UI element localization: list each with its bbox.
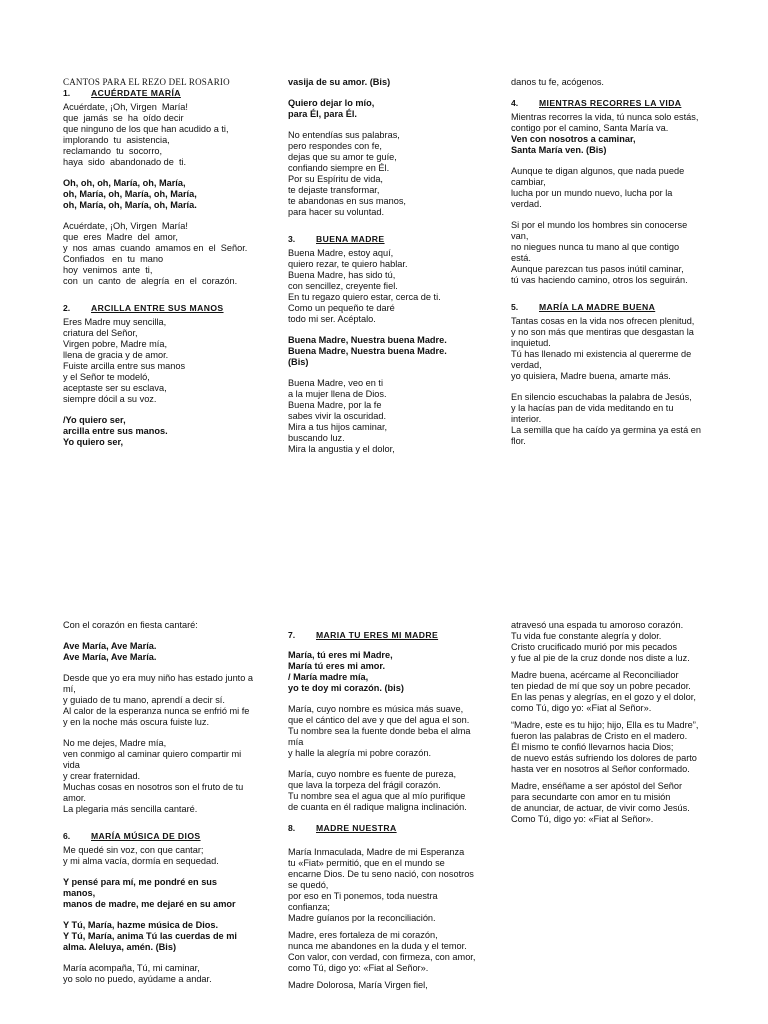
verse: María Inmaculada, Madre de mi Esperanza tu «Fiat» permitió, que en el mundo se encarne Dios. De tu seno nació, con nosotros se quedó, por eso en Ti ponemos, toda nuestra confianza; Madre guíanos por la reconciliación. [288,847,474,923]
song-number: 7. [288,630,296,640]
chorus: María, tú eres mi Madre, María tú eres mi amor. / María madre mía, yo te doy mi corazón. (bis) [288,650,404,693]
verse: Eres Madre muy sencilla, criatura del Señor, Virgen pobre, Madre mía, llena de gracia y de amor. Fuiste arcilla entre sus manos y el Señor te modeló, aceptaste ser su esclava, siempre dócil a su voz. [63,317,186,404]
verse: Aunque te digan algunos, que nada puede cambiar, lucha por un mundo nuevo, lucha por la verdad. [511,166,685,209]
song-number: 4. [511,98,519,108]
column-3 [511,77,711,447]
song-heading-4 [511,98,711,109]
verse: Madre buena, acércame al Reconciliador ten piedad de mí que soy un pobre pecador. En las penas y alegrías, en el gozo y el dolor, como Tú, digo yo: «Fiat al Señor». [511,670,696,713]
verse: Buena Madre, veo en ti a la mujer llena de Dios. Buena Madre, por la fe sabes vivir la oscuridad. Mira a tus hijos caminar, buscando luz. Mira la angustia y el dolor, [288,378,395,454]
chorus: Oh, oh, oh, María, oh, María, oh, María, oh, María, oh, María, oh, María, oh, María, oh, María. [63,178,197,210]
document-title: CANTOS PARA EL REZO DEL ROSARIO [63,77,230,87]
column-2 [288,77,483,455]
song-heading-1 [63,88,271,99]
song-number: 5. [511,302,519,312]
verse: Desde que yo era muy niño has estado junto a mí, y guiado de tu mano, aprendí a decir sí. Al calor de la esperanza nunca se enfrió mi fe y en la noche más oscura fuiste luz. [63,673,253,727]
verse: danos tu fe, acógenos. [511,77,604,87]
column-1 [63,620,271,985]
chorus: Ven con nosotros a caminar, Santa María ven. (Bis) [511,134,636,155]
chorus: Y Tú, María, hazme música de Dios. Y Tú, María, anima Tú las cuerdas de mi alma. Aleluya, amén. (Bis) [63,920,237,952]
chorus: Quiero dejar lo mío, para Él, para Él. [288,98,375,119]
verse: Con el corazón en fiesta cantaré: [63,620,198,630]
column-2 [288,630,488,991]
chorus: /Yo quiero ser, arcilla entre sus manos. Yo quiero ser, [63,415,168,447]
song-number: 8. [288,823,296,833]
verse: Madre, eres fortaleza de mi corazón, nunca me abandones en la duda y el temor. Con valor, con verdad, con firmeza, con amor, como Tú, digo yo: «Fiat al Señor». [288,930,476,973]
verse: María acompaña, Tú, mi caminar, yo solo no puedo, ayúdame a andar. [63,963,212,984]
chorus: Buena Madre, Nuestra buena Madre. Buena Madre, Nuestra buena Madre. (Bis) [288,335,447,367]
song-title: BUENA MADRE [316,234,385,244]
chorus: Y pensé para mí, me pondré en sus manos, manos de madre, me dejaré en su amor [63,877,236,909]
verse: Madre, enséñame a ser apóstol del Señor para secundarte con amor en tu misión de anunciar, de actuar, de vivir como Jesús. Como Tú, digo yo: «Fiat al Señor». [511,781,690,824]
verse: María, cuyo nombre es fuente de pureza, que lava la torpeza del frágil corazón. Tu nombre sea el agua que al mío purifique de cuanta en él radique maligna inclinación. [288,769,467,812]
column-3 [511,620,716,825]
song-title: MARIA TU ERES MI MADRE [316,630,439,640]
verse: “Madre, este es tu hijo; hijo, Ella es tu Madre”, fueron las palabras de Cristo en el madero. Él mismo te confió llevarnos hacia Dios; de nuevo estás sufriendo los dolores de parto hasta ver en nosotros al Señor conformado. [511,720,699,774]
chorus: vasija de su amor. (Bis) [288,77,391,87]
song-title: ACUÉRDATE MARÍA [91,88,181,98]
verse: En silencio escuchabas la palabra de Jesús, y la hacías pan de vida meditando en tu interior. La semilla que ha caído ya germina ya está en flor. [511,392,701,446]
song-number: 2. [63,303,71,313]
song-heading-6 [63,831,271,842]
page-bottom [0,512,768,1024]
verse: Tantas cosas en la vida nos ofrecen plenitud, y no son más que mentiras que desgastan la inquietud. Tú has llenado mi existencia al quererme de verdad, yo quisiera, Madre buena, amarte más. [511,316,695,381]
verse: Me quedé sin voz, con que cantar; y mi alma vacía, dormía en sequedad. [63,845,219,866]
song-title: MADRE NUESTRA [316,823,397,833]
song-number: 6. [63,831,71,841]
song-title: MIENTRAS RECORRES LA VIDA [539,98,682,108]
verse: Mientras recorres la vida, tú nunca solo estás, contigo por el camino, Santa María va. [511,112,699,133]
verse: Si por el mundo los hombres sin conocerse van, no niegues nunca tu mano al que contigo está. Aunque parezcan tus pasos inútil caminar, tú vas haciendo camino, otros los seguirán. [511,220,688,285]
verse: No entendías sus palabras, pero respondes con fe, dejas que su amor te guíe, confiando siempre en Él. Por su Espíritu de vida, te dejaste transformar, te abandonas en sus manos, para hacer su voluntad. [288,130,406,217]
song-number: 3. [288,234,296,244]
song-heading-3 [288,234,483,245]
verse: Acuérdate, ¡Oh, Virgen María! que eres Madre del amor, y nos amas cuando amamos en el Señor. Confiados en tu mano hoy venimos ante ti, con un canto de alegría en el corazón. [63,221,248,286]
verse: María, cuyo nombre es música más suave, que el cántico del ave y que del agua el son. Tu nombre sea la fuente donde beba el alma mía y halle la alegría mi pobre corazón. [288,704,471,758]
song-heading-5 [511,302,711,313]
song-heading-8 [288,823,488,834]
song-heading-2 [63,303,271,314]
column-1 [63,77,271,448]
verse: Buena Madre, estoy aquí, quiero rezar, te quiero hablar. Buena Madre, has sido tú, con sencillez, creyente fiel. En tu regazo quiero estar, cerca de ti. Como un pequeño te daré todo mi ser. Acéptalo. [288,248,441,324]
song-title: MARÍA MÚSICA DE DIOS [91,831,201,841]
song-number: 1. [63,88,71,98]
song-title: MARÍA LA MADRE BUENA [539,302,656,312]
verse: Acuérdate, ¡Oh, Virgen María! que jamás se ha oído decir que ninguno de los que han acudido a ti, implorando tu asistencia, reclamando tu socorro, haya sido abandonado de ti. [63,102,229,167]
verse: Madre Dolorosa, María Virgen fiel, [288,980,428,990]
verse: No me dejes, Madre mía, ven conmigo al caminar quiero compartir mi vida y crear fraternidad. Muchas cosas en nosotros son el fruto de tu amor. La plegaria más sencilla cantaré. [63,738,244,814]
verse: atravesó una espada tu amoroso corazón. Tu vida fue constante alegría y dolor. Cristo crucificado murió por mis pecados y fue al pie de la cruz donde nos diste a luz. [511,620,690,663]
chorus: Ave María, Ave María. Ave María, Ave María. [63,641,157,662]
song-title: ARCILLA ENTRE SUS MANOS [91,303,224,313]
song-heading-7 [288,630,488,641]
